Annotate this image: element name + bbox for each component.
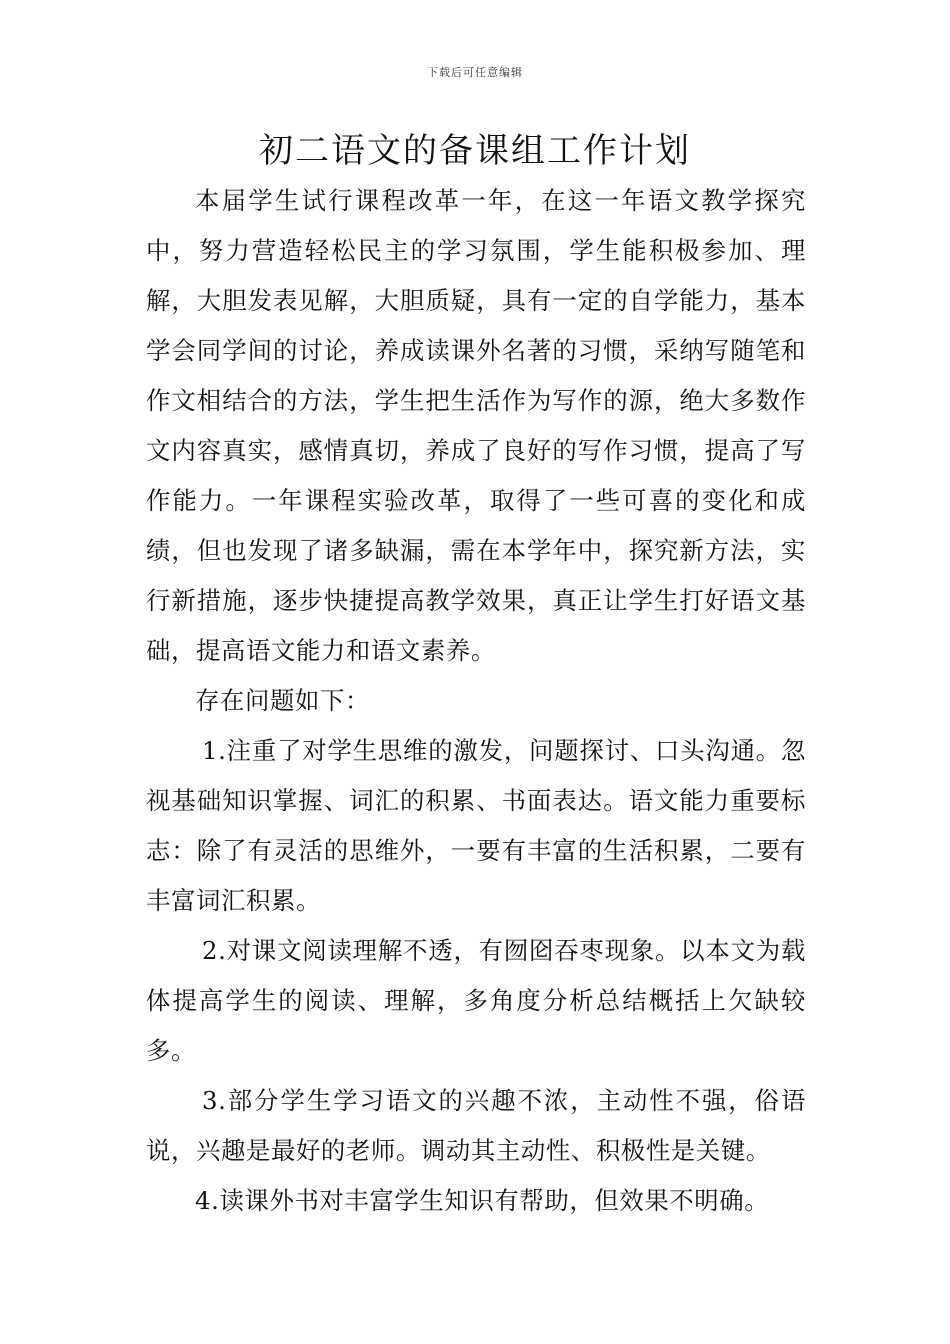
problems-heading: 存在问题如下： <box>195 686 370 715</box>
header-note: 下载后可任意编辑 <box>427 66 523 79</box>
document-body <box>146 176 806 1226</box>
problem-item-2: 2.对课文阅读理解不透，有囫囵吞枣现象。以本文为载体提高学生的阅读、理解，多角度分析总结概括上欠缺较多。 <box>146 936 806 1065</box>
problem-item-1: 1.注重了对学生思维的激发，问题探讨、口头沟通。忽视基础知识掌握、词汇的积累、书面表达。语文能力重要标志：除了有灵活的思维外，一要有丰富的生活积累，二要有丰富词汇积累。 <box>146 736 806 915</box>
problem-item-3: 3.部分学生学习语文的兴趣不浓，主动性不强，俗语说，兴趣是最好的老师。调动其主动性、积极性是关键。 <box>146 1086 806 1165</box>
document-title: 初二语文的备课组工作计划 <box>259 131 691 171</box>
intro-paragraph: 本届学生试行课程改革一年，在这一年语文教学探究中，努力营造轻松民主的学习氛围，学生能积极参加、理解，大胆发表见解，大胆质疑，具有一定的自学能力，基本学会同学间的讨论，养成读课外名著的习惯，采纳写随笔和作文相结合的方法，学生把生活作为写作的源，绝大多数作文内容真实，感情真切，养成了良好的写作习惯，提高了写作能力。一年课程实验改革，取得了一些可喜的变化和成绩，但也发现了诸多缺漏，需在本学年中，探究新方法，实行新措施，逐步快捷提高教学效果，真正让学生打好语文基础，提高语文能力和语文素养。 <box>146 186 806 665</box>
problem-item-4: 4.读课外书对丰富学生知识有帮助，但效果不明确。 <box>195 1186 770 1215</box>
